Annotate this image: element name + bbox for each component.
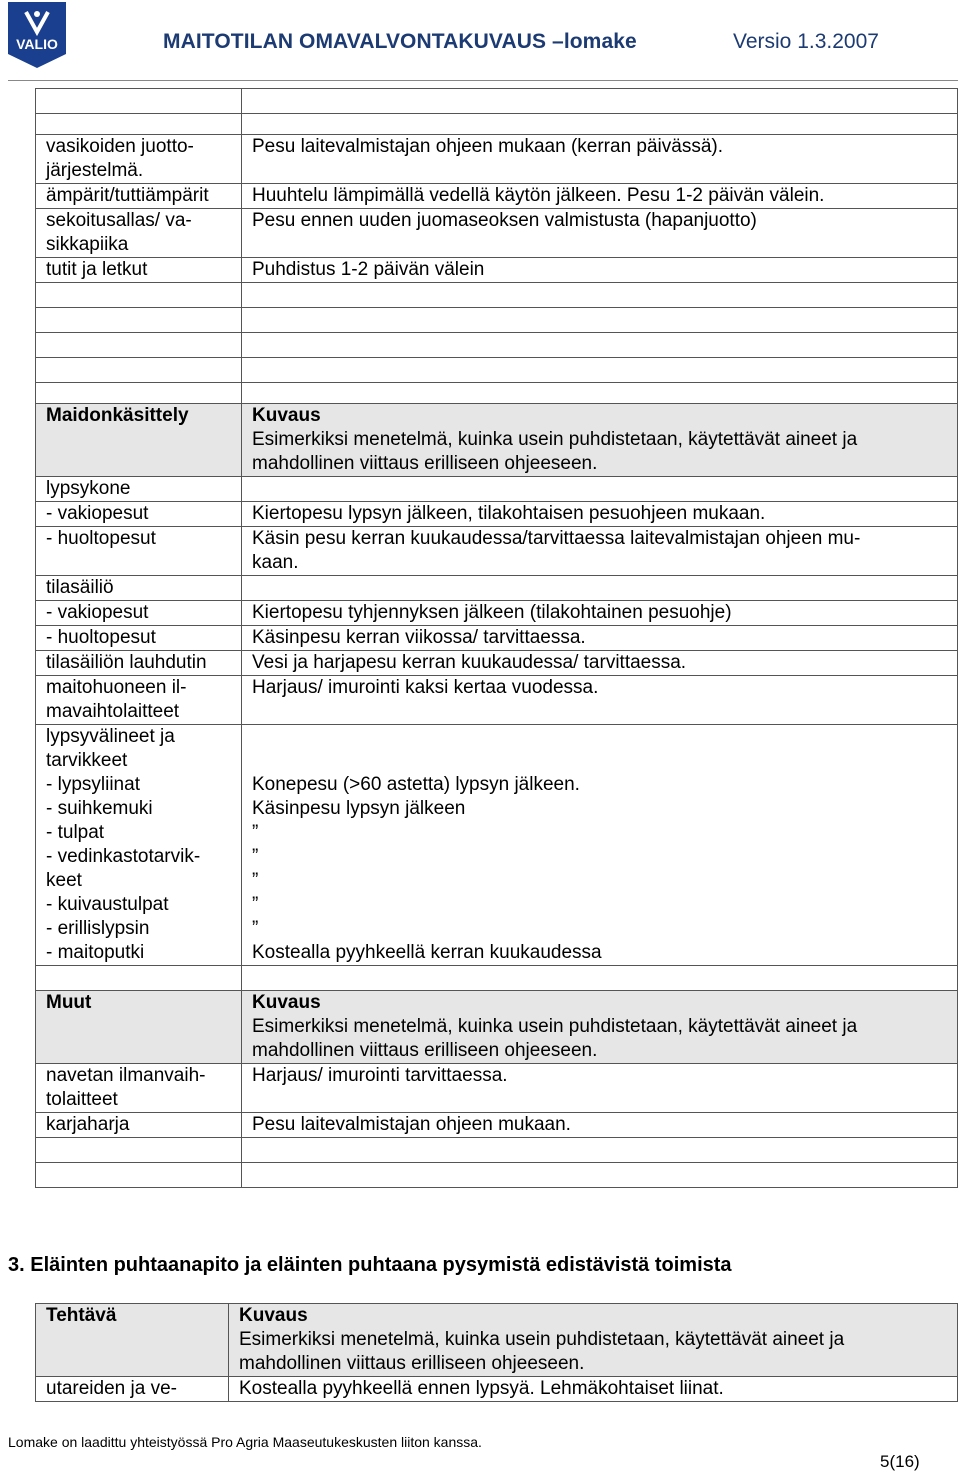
- description-cell: Huuhtelu lämpimällä vedellä käytön jälkeen. Pesu 1-2 päivän välein.: [242, 184, 958, 209]
- item-cell: vasikoiden juotto- järjestelmä.: [36, 135, 242, 184]
- empty-row: [36, 114, 958, 135]
- table-row: [36, 184, 958, 209]
- table-row: [36, 258, 958, 283]
- empty-row: [36, 283, 958, 308]
- item-cell: - huoltopesut: [36, 527, 242, 576]
- calf-rows: [36, 135, 958, 283]
- animal-cleaning-table: [35, 1303, 958, 1402]
- item-cell: - huoltopesut: [36, 626, 242, 651]
- description-cell: Käsin pesu kerran kuukaudessa/tarvittaessa laitevalmistajan ohjeen mu- kaan.: [242, 527, 958, 576]
- table-row: [36, 626, 958, 651]
- item-cell: navetan ilmanvaih- tolaitteet: [36, 1064, 242, 1113]
- table-row: [36, 135, 958, 184]
- item-cell: tilasäiliö: [36, 576, 242, 601]
- empty-row: [36, 383, 958, 404]
- empty-row: [36, 1138, 958, 1163]
- header-divider: [8, 80, 958, 81]
- table-row: [36, 527, 958, 576]
- section-title: Muut: [36, 991, 242, 1064]
- column-title: Tehtävä: [36, 1304, 229, 1377]
- page-number: 5(16): [880, 1452, 920, 1471]
- item-cell: karjaharja: [36, 1113, 242, 1138]
- description-cell: Vesi ja harjapesu kerran kuukaudessa/ tarvittaessa.: [242, 651, 958, 676]
- section-header-muut: [36, 991, 958, 1064]
- empty-row: [36, 1163, 958, 1188]
- item-cell: lypsyvälineet ja tarvikkeet - lypsyliinat - suihkemuki - tulpat - vedinkastotarvik- keet - kuivaustulpat - erillislypsin - maitoputki: [36, 725, 242, 966]
- section-3-heading: 3. Eläinten puhtaanapito ja eläinten puhtaana pysymistä edistävistä toimista: [8, 1254, 732, 1276]
- table-row: [36, 1113, 958, 1138]
- footer-note: Lomake on laadittu yhteistyössä Pro Agria Maaseutukeskusten liiton kanssa.: [8, 1434, 482, 1450]
- description-cell: [242, 576, 958, 601]
- table-row: [36, 1377, 958, 1402]
- item-cell: ämpärit/tuttiämpärit: [36, 184, 242, 209]
- item-cell: sekoitusallas/ va- sikkapiika: [36, 209, 242, 258]
- table-row: [36, 725, 958, 966]
- empty-row: [36, 966, 958, 991]
- section-header-maidonkasittely: [36, 404, 958, 477]
- table-row: [36, 676, 958, 725]
- section-description: [242, 991, 958, 1064]
- document-title: MAITOTILAN OMAVALVONTAKUVAUS –lomake: [163, 30, 637, 53]
- description-cell: Pesu laitevalmistajan ohjeen mukaan.: [242, 1113, 958, 1138]
- empty-row: [36, 358, 958, 383]
- table-row: [36, 1064, 958, 1113]
- table-row: [36, 209, 958, 258]
- description-cell: Käsinpesu kerran viikossa/ tarvittaessa.: [242, 626, 958, 651]
- other-rows: [36, 1064, 958, 1138]
- item-cell: lypsykone: [36, 477, 242, 502]
- logo-text: VALIO: [16, 36, 58, 52]
- description-cell: Harjaus/ imurointi kaksi kertaa vuodessa.: [242, 676, 958, 725]
- table-row: [36, 651, 958, 676]
- kuvaus-desc: Esimerkiksi menetelmä, kuinka usein puhdistetaan, käytettävät aineet ja mahdollinen viittaus erilliseen ohjeeseen.: [252, 429, 858, 474]
- description-cell: Kiertopesu tyhjennyksen jälkeen (tilakohtainen pesuohje): [242, 601, 958, 626]
- empty-row: [36, 89, 958, 114]
- item-cell: tutit ja letkut: [36, 258, 242, 283]
- description-cell: [242, 477, 958, 502]
- section-title: Maidonkäsittely: [36, 404, 242, 477]
- description-cell: Konepesu (>60 astetta) lypsyn jälkeen. Käsinpesu lypsyn jälkeen ” ” ” ” ” Kostealla pyyhkeellä kerran kuukaudessa: [242, 725, 958, 966]
- task-cell: utareiden ja ve-: [36, 1377, 229, 1402]
- section-description: [242, 404, 958, 477]
- document-version: Versio 1.3.2007: [733, 30, 879, 53]
- kuvaus-desc: Esimerkiksi menetelmä, kuinka usein puhdistetaan, käytettävät aineet ja mahdollinen viittaus erilliseen ohjeeseen.: [252, 1016, 858, 1061]
- kuvaus-label: Kuvaus: [239, 1305, 308, 1326]
- table-row: [36, 477, 958, 502]
- empty-row: [36, 333, 958, 358]
- cleaning-table: [35, 88, 958, 1188]
- empty-row: [36, 308, 958, 333]
- description-cell: Pesu ennen uuden juomaseoksen valmistusta (hapanjuotto): [242, 209, 958, 258]
- description-cell: Harjaus/ imurointi tarvittaessa.: [242, 1064, 958, 1113]
- table-row: [36, 502, 958, 527]
- kuvaus-label: Kuvaus: [252, 405, 321, 426]
- kuvaus-label: Kuvaus: [252, 992, 321, 1013]
- table-row: [36, 601, 958, 626]
- valio-logo: [8, 2, 66, 68]
- description-cell: Pesu laitevalmistajan ohjeen mukaan (kerran päivässä).: [242, 135, 958, 184]
- section-header-tehtava: [36, 1304, 958, 1377]
- item-cell: tilasäiliön lauhdutin: [36, 651, 242, 676]
- description-cell: Kiertopesu lypsyn jälkeen, tilakohtaisen pesuohjeen mukaan.: [242, 502, 958, 527]
- description-cell: Puhdistus 1-2 päivän välein: [242, 258, 958, 283]
- table-row: [36, 576, 958, 601]
- item-cell: - vakiopesut: [36, 502, 242, 527]
- description-cell: Kostealla pyyhkeellä ennen lypsyä. Lehmäkohtaiset liinat.: [229, 1377, 958, 1402]
- item-cell: maitohuoneen il- mavaihtolaitteet: [36, 676, 242, 725]
- item-cell: - vakiopesut: [36, 601, 242, 626]
- milk-rows: [36, 477, 958, 966]
- kuvaus-desc: Esimerkiksi menetelmä, kuinka usein puhdistetaan, käytettävät aineet ja mahdollinen viittaus erilliseen ohjeeseen.: [239, 1329, 845, 1374]
- section-description: [229, 1304, 958, 1377]
